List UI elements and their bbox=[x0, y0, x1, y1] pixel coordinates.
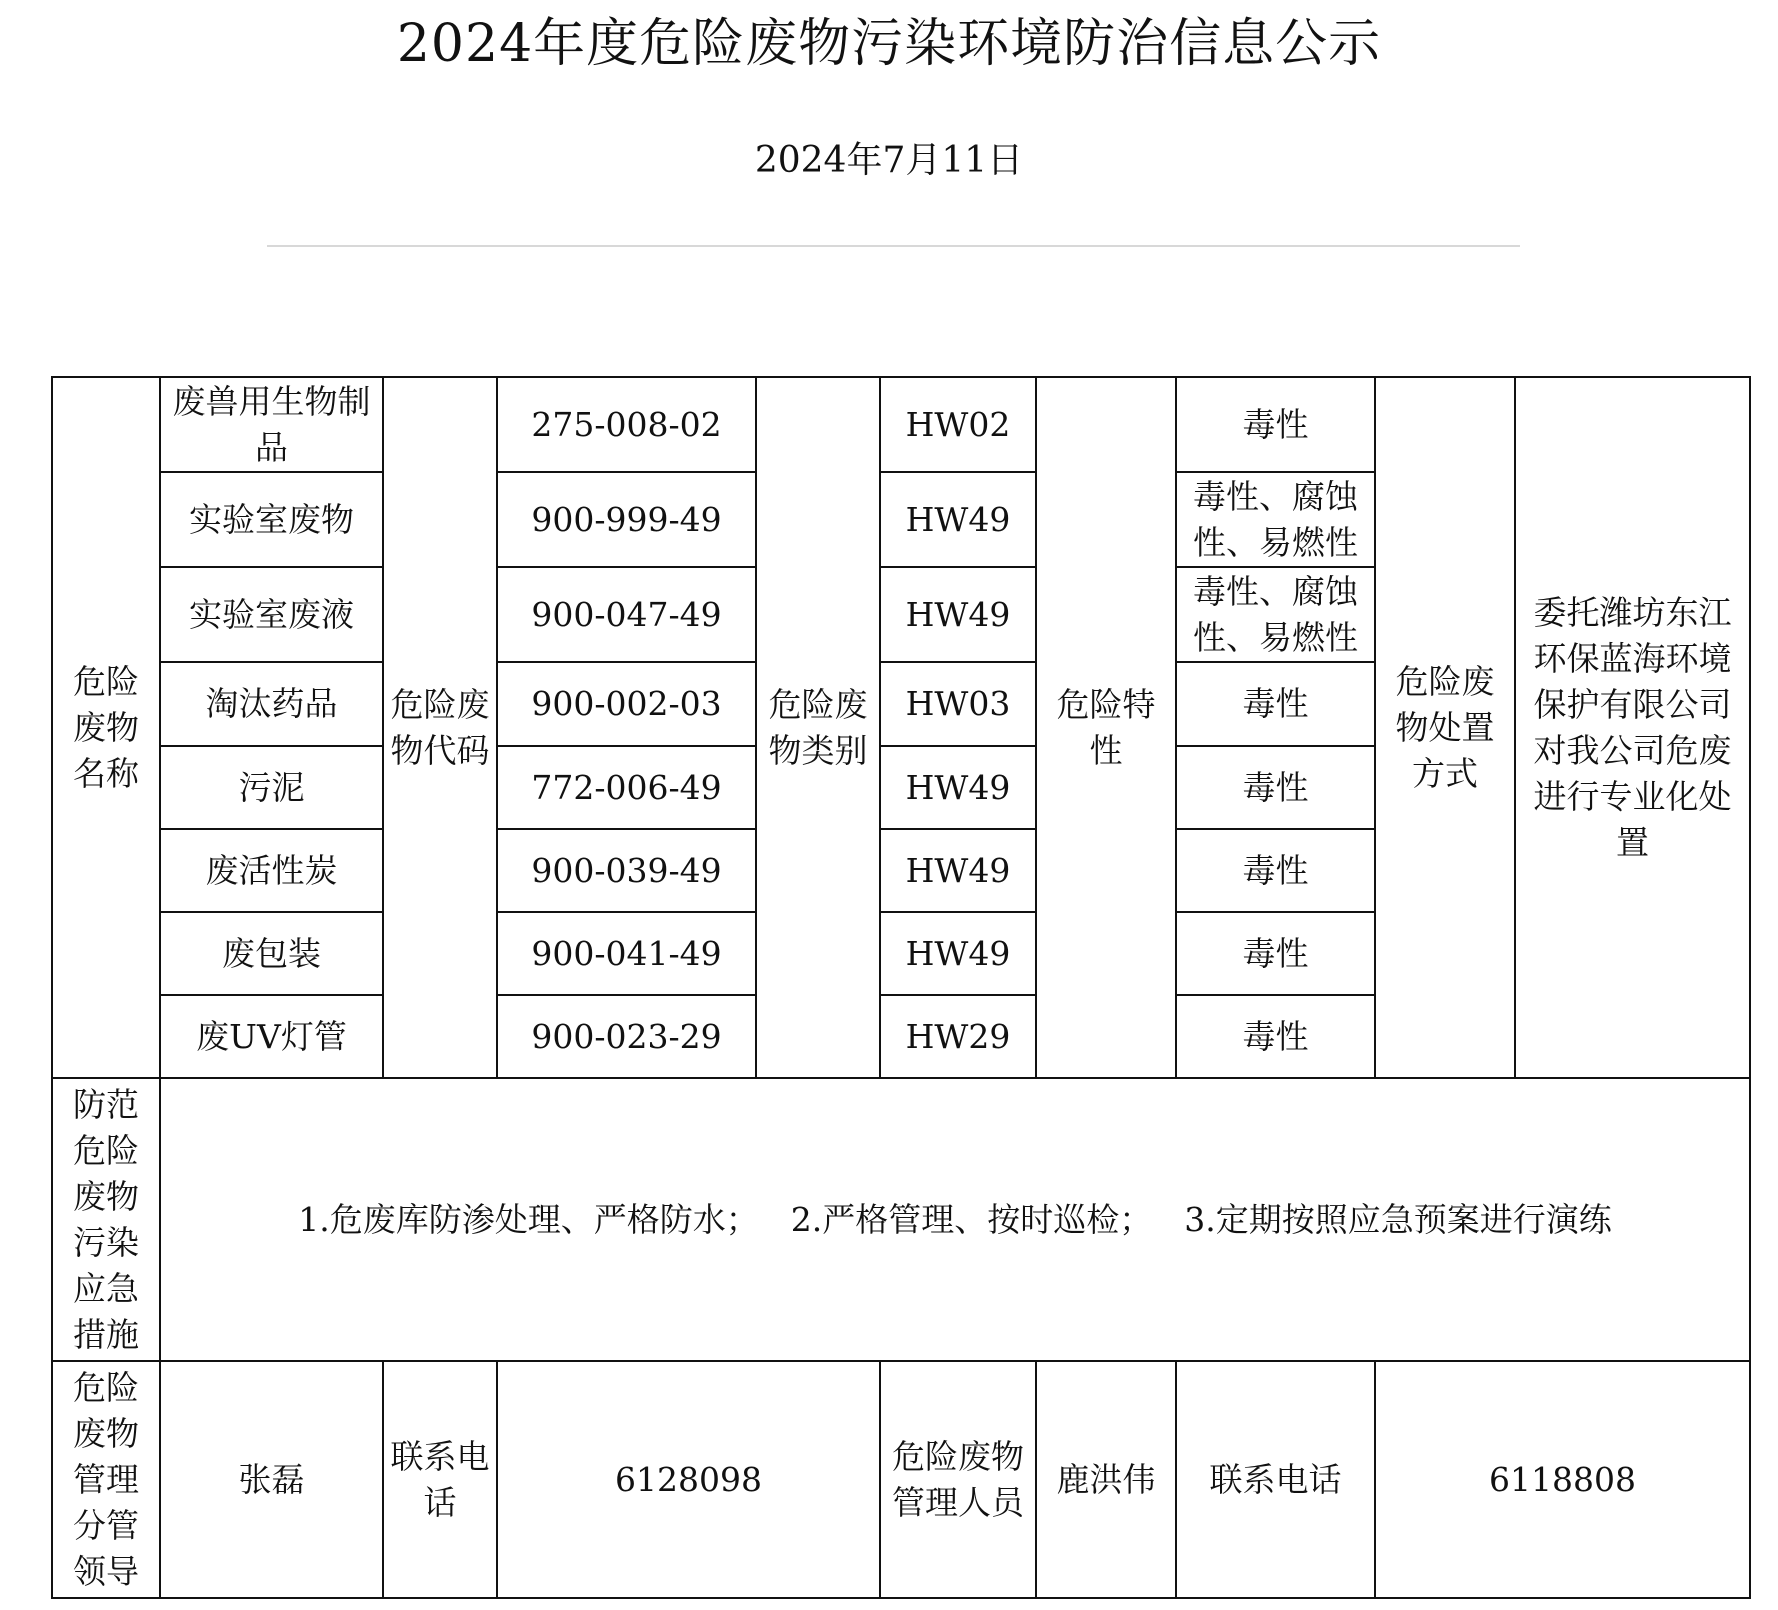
hazard-property-cell: 毒性、腐蚀性、易燃性 bbox=[1176, 472, 1375, 567]
table-row bbox=[52, 1078, 1750, 1361]
prevention-measures-label: 防范危险废物污染应急措施 bbox=[52, 1078, 160, 1361]
manager-leader-label: 危险废物管理分管领导 bbox=[52, 1361, 160, 1598]
leader-name: 张磊 bbox=[160, 1361, 383, 1598]
page-title: 2024年度危险废物污染环境防治信息公示 bbox=[396, 14, 1382, 74]
waste-code-cell: 275-008-02 bbox=[497, 377, 756, 472]
waste-name-label: 危险废物名称 bbox=[52, 377, 160, 1078]
waste-category-cell: HW29 bbox=[880, 995, 1036, 1078]
manager-phone-label: 联系电话 bbox=[1176, 1361, 1375, 1598]
waste-name-cell: 实验室废液 bbox=[160, 567, 383, 662]
waste-name-cell: 污泥 bbox=[160, 746, 383, 829]
waste-name-cell: 废兽用生物制品 bbox=[160, 377, 383, 472]
waste-name-cell: 废包装 bbox=[160, 912, 383, 995]
waste-name-cell: 废UV灯管 bbox=[160, 995, 383, 1078]
waste-category-cell: HW02 bbox=[880, 377, 1036, 472]
leader-phone-label: 联系电话 bbox=[383, 1361, 497, 1598]
measure-item: 2.严格管理、按时巡检； bbox=[790, 1199, 1153, 1239]
waste-code-cell: 900-047-49 bbox=[497, 567, 756, 662]
waste-code-cell: 772-006-49 bbox=[497, 746, 756, 829]
waste-name-cell: 淘汰药品 bbox=[160, 662, 383, 746]
waste-manager-label: 危险废物管理人员 bbox=[880, 1361, 1036, 1598]
disposal-method-label: 危险废物处置方式 bbox=[1375, 377, 1515, 1078]
waste-category-cell: HW49 bbox=[880, 567, 1036, 662]
disposal-method-text: 委托潍坊东江环保蓝海环境保护有限公司对我公司危废进行专业化处置 bbox=[1515, 377, 1750, 1078]
waste-category-cell: HW03 bbox=[880, 662, 1036, 746]
waste-name-cell: 废活性炭 bbox=[160, 829, 383, 912]
waste-category-cell: HW49 bbox=[880, 472, 1036, 567]
waste-category-label: 危险废物类别 bbox=[756, 377, 880, 1078]
waste-category-cell: HW49 bbox=[880, 912, 1036, 995]
measure-item: 1.危废库防渗处理、严格防水； bbox=[298, 1199, 759, 1239]
manager-name: 鹿洪伟 bbox=[1036, 1361, 1176, 1598]
hazard-property-cell: 毒性 bbox=[1176, 995, 1375, 1078]
table-row bbox=[52, 1361, 1750, 1598]
waste-code-cell: 900-041-49 bbox=[497, 912, 756, 995]
waste-code-cell: 900-023-29 bbox=[497, 995, 756, 1078]
hazard-property-cell: 毒性、腐蚀性、易燃性 bbox=[1176, 567, 1375, 662]
leader-phone: 6128098 bbox=[497, 1361, 880, 1598]
prevention-measures-cell bbox=[160, 1078, 1750, 1361]
waste-category-cell: HW49 bbox=[880, 746, 1036, 829]
waste-code-cell: 900-999-49 bbox=[497, 472, 756, 567]
title-divider bbox=[267, 245, 1520, 247]
waste-category-cell: HW49 bbox=[880, 829, 1036, 912]
waste-code-cell: 900-039-49 bbox=[497, 829, 756, 912]
hazard-property-cell: 毒性 bbox=[1176, 912, 1375, 995]
hazard-property-label: 危险特性 bbox=[1036, 377, 1176, 1078]
hazard-property-cell: 毒性 bbox=[1176, 746, 1375, 829]
waste-code-cell: 900-002-03 bbox=[497, 662, 756, 746]
measure-item: 3.定期按照应急预案进行演练 bbox=[1184, 1199, 1612, 1239]
hazard-property-cell: 毒性 bbox=[1176, 662, 1375, 746]
publish-date: 2024年7月11日 bbox=[754, 140, 1024, 181]
hazard-property-cell: 毒性 bbox=[1176, 829, 1375, 912]
table-row bbox=[52, 377, 1750, 472]
waste-name-cell: 实验室废物 bbox=[160, 472, 383, 567]
hazard-property-cell: 毒性 bbox=[1176, 377, 1375, 472]
hazardous-waste-info-table bbox=[51, 376, 1751, 1599]
manager-phone: 6118808 bbox=[1375, 1361, 1750, 1598]
waste-code-label: 危险废物代码 bbox=[383, 377, 497, 1078]
